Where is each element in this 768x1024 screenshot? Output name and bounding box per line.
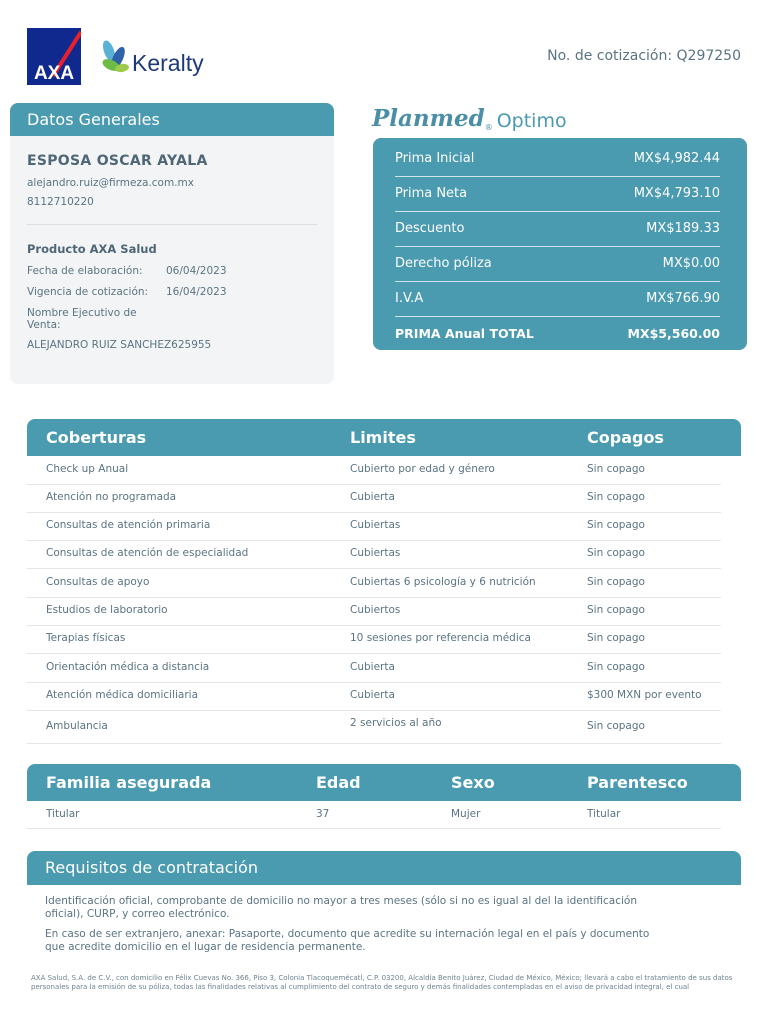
client-name: ESPOSA OSCAR AYALA bbox=[27, 153, 208, 169]
copay-cell: Sin copago bbox=[587, 604, 645, 616]
col-limites: Limites bbox=[350, 428, 416, 447]
fecha-row bbox=[27, 265, 317, 277]
copay-cell: $300 MXN por evento bbox=[587, 689, 702, 701]
client-email: alejandro.ruiz@firmeza.com.mx bbox=[27, 177, 194, 189]
ejecutivo-label: Nombre Ejecutivo de Venta: bbox=[27, 307, 137, 331]
copay-cell: Sin copago bbox=[587, 491, 645, 503]
member-cell: Titular bbox=[46, 808, 80, 820]
axa-logo-text: AXA bbox=[33, 63, 75, 84]
table-row bbox=[27, 682, 721, 711]
copay-cell: Sin copago bbox=[587, 661, 645, 673]
coverage-cell: Terapias físicas bbox=[46, 632, 126, 644]
price-row bbox=[395, 246, 720, 282]
copay-cell: Sin copago bbox=[587, 632, 645, 644]
relation-cell: Titular bbox=[587, 808, 621, 820]
requisitos-section bbox=[27, 851, 741, 953]
vigencia-label: Vigencia de cotización: bbox=[27, 286, 149, 298]
keralty-logo bbox=[98, 38, 213, 78]
copay-cell: Sin copago bbox=[587, 547, 645, 559]
coberturas-header bbox=[27, 419, 741, 456]
price-label: Descuento bbox=[395, 221, 465, 236]
col-coberturas: Coberturas bbox=[46, 428, 147, 447]
datos-generales-card bbox=[10, 103, 334, 384]
price-label: I.V.A bbox=[395, 291, 424, 306]
coverage-cell: Consultas de atención primaria bbox=[46, 519, 211, 531]
client-phone: 8112710220 bbox=[27, 196, 94, 208]
price-row bbox=[395, 281, 720, 317]
requisitos-title: Requisitos de contratación bbox=[27, 851, 741, 885]
table-row bbox=[27, 484, 721, 513]
coverage-cell: Check up Anual bbox=[46, 463, 129, 475]
plan-variant: Optimo bbox=[496, 110, 567, 132]
table-row bbox=[27, 625, 721, 654]
divider bbox=[27, 224, 317, 225]
legal-footer: AXA Salud, S.A. de C.V., con domicilio en Félix Cuevas No. 366, Piso 3, Colonia Tlacoquemécatl, C.P. 03200, Alcaldía Benito Juárez, Ciudad de México, México; llevará a cabo el tratamiento de sus datos personales para la emisión de su póliza, todas las finalidades relativas al cumplimiento del contrato de seguro y demás finalidades contempladas en el aviso de privacidad integral, el cual bbox=[31, 974, 733, 991]
col-parentesco: Parentesco bbox=[587, 773, 688, 792]
price-value: MX$189.33 bbox=[646, 221, 720, 236]
requisitos-text-1: Identificación oficial, comprobante de domicilio no mayor a tres meses (sólo si no es igual al del la identificación oficial), CURP, y correo electrónico. bbox=[45, 895, 637, 920]
price-value: MX$0.00 bbox=[662, 256, 720, 271]
axa-logo bbox=[27, 28, 81, 85]
table-row bbox=[27, 653, 721, 683]
copay-cell: Sin copago bbox=[587, 720, 645, 732]
datos-generales-title: Datos Generales bbox=[10, 103, 334, 136]
vigencia-row bbox=[27, 286, 317, 298]
price-value: MX$4,793.10 bbox=[633, 186, 720, 201]
col-familia: Familia asegurada bbox=[46, 773, 212, 792]
limit-cell: 10 sesiones por referencia médica bbox=[350, 632, 531, 644]
coverage-cell: Consultas de atención de especialidad bbox=[46, 547, 249, 559]
age-cell: 37 bbox=[316, 808, 330, 820]
keralty-logo-text: Keralty bbox=[132, 50, 204, 76]
total-label: PRIMA Anual TOTAL bbox=[395, 326, 534, 341]
price-label: Derecho póliza bbox=[395, 256, 492, 271]
coverage-cell: Atención no programada bbox=[46, 491, 177, 503]
table-row bbox=[27, 597, 721, 626]
table-row bbox=[27, 710, 721, 744]
limit-cell: Cubierta bbox=[350, 661, 395, 673]
total-value: MX$5,560.00 bbox=[627, 326, 720, 341]
ejecutivo-value: ALEJANDRO RUIZ SANCHEZ625955 bbox=[27, 339, 212, 351]
coverage-cell: Atención médica domiciliaria bbox=[46, 689, 199, 701]
table-row bbox=[27, 568, 721, 598]
col-edad: Edad bbox=[316, 773, 361, 792]
limit-cell: Cubierta bbox=[350, 491, 395, 503]
copay-cell: Sin copago bbox=[587, 463, 645, 475]
copay-cell: Sin copago bbox=[587, 576, 645, 588]
price-value: MX$766.90 bbox=[646, 291, 720, 306]
limit-cell: Cubiertas bbox=[350, 547, 401, 559]
coverage-cell: Estudios de laboratorio bbox=[46, 604, 168, 616]
price-label: Prima Neta bbox=[395, 186, 468, 201]
limit-cell: Cubiertas 6 psicología y 6 nutrición bbox=[350, 576, 536, 588]
table-row bbox=[27, 456, 721, 485]
coverage-cell: Orientación médica a distancia bbox=[46, 661, 210, 673]
price-total-row bbox=[395, 316, 720, 351]
limit-cell: Cubiertos bbox=[350, 604, 401, 616]
price-value: MX$4,982.44 bbox=[633, 151, 720, 166]
limit-cell: 2 servicios al año bbox=[350, 717, 442, 729]
limit-cell: Cubierto por edad y género bbox=[350, 463, 495, 475]
price-row bbox=[395, 211, 720, 247]
familia-header bbox=[27, 764, 741, 801]
familia-table bbox=[27, 764, 741, 830]
copay-cell: Sin copago bbox=[587, 519, 645, 531]
table-row bbox=[27, 540, 721, 569]
price-row bbox=[395, 141, 720, 177]
table-row bbox=[27, 801, 721, 829]
limit-cell: Cubierta bbox=[350, 689, 395, 701]
vigencia-value: 16/04/2023 bbox=[166, 286, 227, 298]
requisitos-text-2: En caso de ser extranjero, anexar: Pasaporte, documento que acredite su internación legal en el país y documento que acredite domicilio en el lugar de residencia permanente. bbox=[45, 928, 650, 953]
product-name: Producto AXA Salud bbox=[27, 242, 157, 256]
limit-cell: Cubiertas bbox=[350, 519, 401, 531]
quote-number: No. de cotización: Q297250 bbox=[547, 48, 741, 64]
plan-title bbox=[372, 100, 567, 132]
price-summary-card bbox=[373, 138, 747, 350]
coberturas-table bbox=[27, 419, 741, 745]
price-row bbox=[395, 176, 720, 212]
price-label: Prima Inicial bbox=[395, 151, 475, 166]
registered-mark: ® bbox=[484, 123, 493, 132]
coverage-cell: Consultas de apoyo bbox=[46, 576, 150, 588]
col-copagos: Copagos bbox=[587, 428, 664, 447]
fecha-label: Fecha de elaboración: bbox=[27, 265, 143, 277]
fecha-value: 06/04/2023 bbox=[166, 265, 227, 277]
col-sexo: Sexo bbox=[451, 773, 495, 792]
sex-cell: Mujer bbox=[451, 808, 481, 820]
coverage-cell: Ambulancia bbox=[46, 720, 108, 732]
planmed-logo: Planmed bbox=[372, 105, 485, 132]
table-row bbox=[27, 512, 721, 541]
